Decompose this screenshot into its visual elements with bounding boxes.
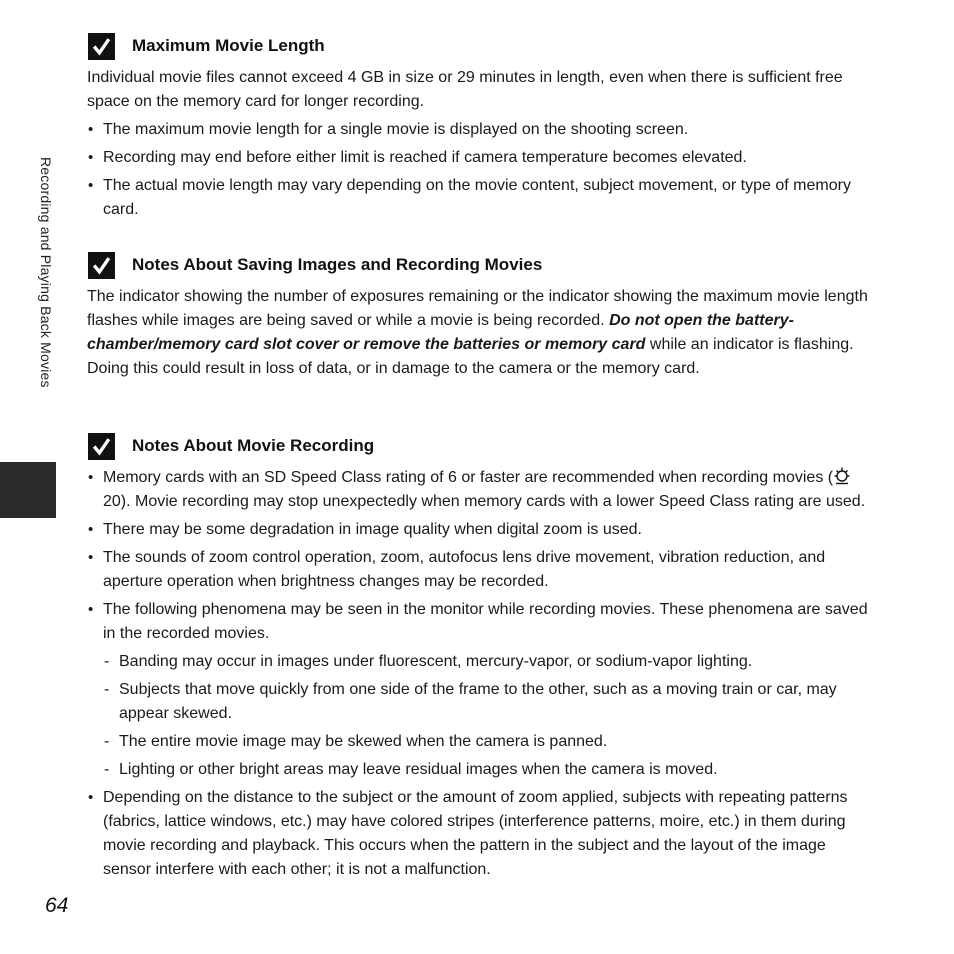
section-paragraph: Individual movie files cannot exceed 4 GB in size or 29 minutes in length, even when there is sufficient free space on the memory card for longer recording.	[87, 69, 843, 110]
list-item: • There may be some degradation in image quality when digital zoom is used.	[87, 518, 877, 542]
bullet-list	[87, 466, 877, 882]
list-item: • Depending on the distance to the subject or the amount of zoom applied, subjects with repeating patterns (fabrics, lattice windows, etc.) may have colored stripes (interference patterns, moire, etc.) in them during movie recording and playback. This occurs when the pattern in the subject and the layout of the image sensor interfere with each other; it is not a malfunction.	[87, 786, 877, 882]
side-chapter-title: Recording and Playing Back Movies	[38, 157, 54, 388]
section-heading	[87, 30, 877, 62]
sub-list	[103, 650, 877, 782]
sub-list-item: - Lighting or other bright areas may leave residual images when the camera is moved.	[103, 758, 877, 782]
sub-list-item: - Subjects that move quickly from one side of the frame to the other, such as a moving train or car, may appear skewed.	[103, 678, 877, 726]
list-item: • The actual movie length may vary depending on the movie content, subject movement, or type of memory card.	[87, 174, 877, 222]
page-reference[interactable]: 20	[103, 493, 121, 510]
section-maximum-movie-length	[87, 30, 877, 226]
sub-list-item: - The entire movie image may be skewed when the camera is panned.	[103, 730, 877, 754]
list-item-text: Memory cards with an SD Speed Class rating of 6 or faster are recommended when recording movies (	[103, 469, 834, 486]
bullet-list	[87, 118, 877, 222]
sub-list-item: - Banding may occur in images under fluorescent, mercury-vapor, or sodium-vapor lighting.	[103, 650, 877, 674]
section-heading	[87, 430, 877, 462]
list-item: • Recording may end before either limit is reached if camera temperature becomes elevated.	[87, 146, 877, 170]
list-item	[87, 466, 877, 514]
chapter-tab-marker	[0, 462, 56, 518]
paragraph-text: The indicator showing the number of exposures remaining or the indicator showing the maximum movie length flashes while images are being saved or while a movie is being recorded.	[87, 288, 868, 329]
page-number: 64	[45, 894, 69, 917]
list-item-text: The following phenomena may be seen in the monitor while recording movies. These phenomena are saved in the recorded movies.	[103, 601, 868, 642]
check-icon	[88, 33, 115, 60]
warning-emphasis: Do not open the battery-chamber/memory card slot cover or remove the batteries or memory card	[87, 312, 794, 353]
section-title: Notes About Saving Images and Recording Movies	[132, 255, 543, 274]
section-saving-images-recording	[87, 249, 877, 381]
section-paragraph	[87, 285, 877, 381]
list-item: • The maximum movie length for a single movie is displayed on the shooting screen.	[87, 118, 877, 142]
section-title: Maximum Movie Length	[132, 36, 325, 55]
reference-icon[interactable]	[833, 467, 851, 485]
paragraph-text: while an indicator is flashing. Doing this could result in loss of data, or in damage to the camera or the memory card.	[87, 336, 854, 377]
section-heading	[87, 249, 877, 281]
check-icon	[88, 433, 115, 460]
section-title: Notes About Movie Recording	[132, 436, 375, 455]
list-item: • The sounds of zoom control operation, zoom, autofocus lens drive movement, vibration reduction, and aperture operation when brightness changes may be recorded.	[87, 546, 877, 594]
list-item	[87, 598, 877, 782]
list-item-text: ). Movie recording may stop unexpectedly when memory cards with a lower Speed Class rating are used.	[120, 493, 866, 510]
check-icon	[88, 252, 115, 279]
section-movie-recording-notes	[87, 430, 877, 886]
